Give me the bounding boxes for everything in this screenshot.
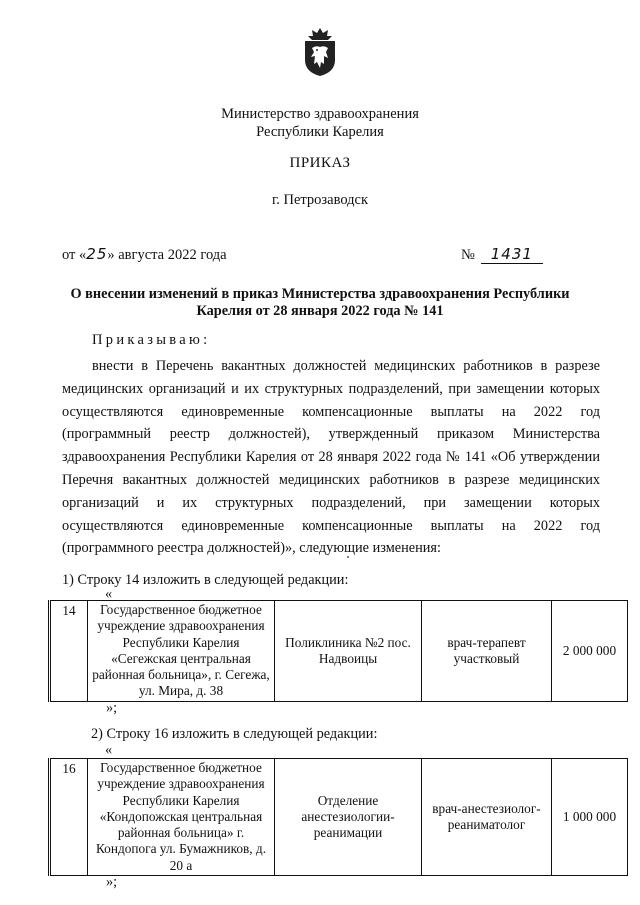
karelia-coat-of-arms-icon [302,26,338,78]
order-body [62,355,600,560]
row-organization: Государственное бюджетное учреждение здравоохранения Республики Карелия «Кондопожская центральная районная больница» г. Кондопога ул. Бумажников, д. 20 а [88,759,275,876]
item-2-label: 2) Строку 16 изложить в следующей редакции: [91,726,378,742]
ministry-line-1: Министерство здравоохранения [221,106,419,122]
item-1-label: 1) Строку 14 изложить в следующей редакции: [62,572,349,588]
item-2-open-quote: « [105,742,113,758]
order-word: Приказываю: [92,332,211,348]
row-amount: 1 000 000 [552,759,628,876]
document-type: ПРИКАЗ [289,155,351,171]
row-number: 14 [50,601,88,702]
table-row [50,759,628,876]
date-prefix: от « [62,247,87,263]
row-number: 16 [50,759,88,876]
ministry-name [0,105,640,141]
item-1-close-quote: »; [106,700,118,716]
ministry-line-2: Республики Карелия [256,124,384,140]
row-department: Поликлиника №2 пос. Надвоицы [275,601,422,702]
date-day-handwritten: 25 [86,245,108,263]
order-date [62,245,227,264]
order-title [0,286,640,320]
item-2-close-quote: »; [106,874,118,890]
date-suffix: » августа 2022 года [107,247,227,263]
order-number [461,245,543,264]
row-position: врач-терапевт участковый [422,601,552,702]
number-label: № [461,247,475,263]
item-1-open-quote: « [105,586,113,602]
item-1-table [48,600,628,702]
title-line-2: Карелия от 28 января 2022 года № 141 [196,303,444,319]
row-department: Отделение анестезиологии-реанимации [275,759,422,876]
scan-speck [347,556,349,558]
row-amount: 2 000 000 [552,601,628,702]
table-row [50,601,628,702]
number-value-handwritten: 1431 [481,245,543,264]
title-line-1: О внесении изменений в приказ Министерства здравоохранения Республики [70,286,570,302]
row-position: врач-анестезиолог-реаниматолог [422,759,552,876]
row-organization: Государственное бюджетное учреждение здравоохранения Республики Карелия «Сегежская центральная районная больница», г. Сегежа, ул. Мира, д. 38 [88,601,275,702]
body-paragraph: внести в Перечень вакантных должностей медицинских работников в разрезе медицинских организаций и их структурных подразделений, при замещении которых осуществляются единовременные компенсационные выплаты на 2022 год (программный реестр должностей), утвержденный приказом Министерства здравоохранения Республики Карелия от 28 января 2022 года № 141 «Об утверждении Перечня вакантных должностей медицинских работников в разрезе медицинских организаций и их структурных подразделений, при замещении которых осуществляются единовременные компенсационные выплаты на 2022 год (программного реестра должностей)», следующие изменения: [62,358,600,557]
document-city: г. Петрозаводск [271,192,369,208]
item-2-table [48,758,628,876]
